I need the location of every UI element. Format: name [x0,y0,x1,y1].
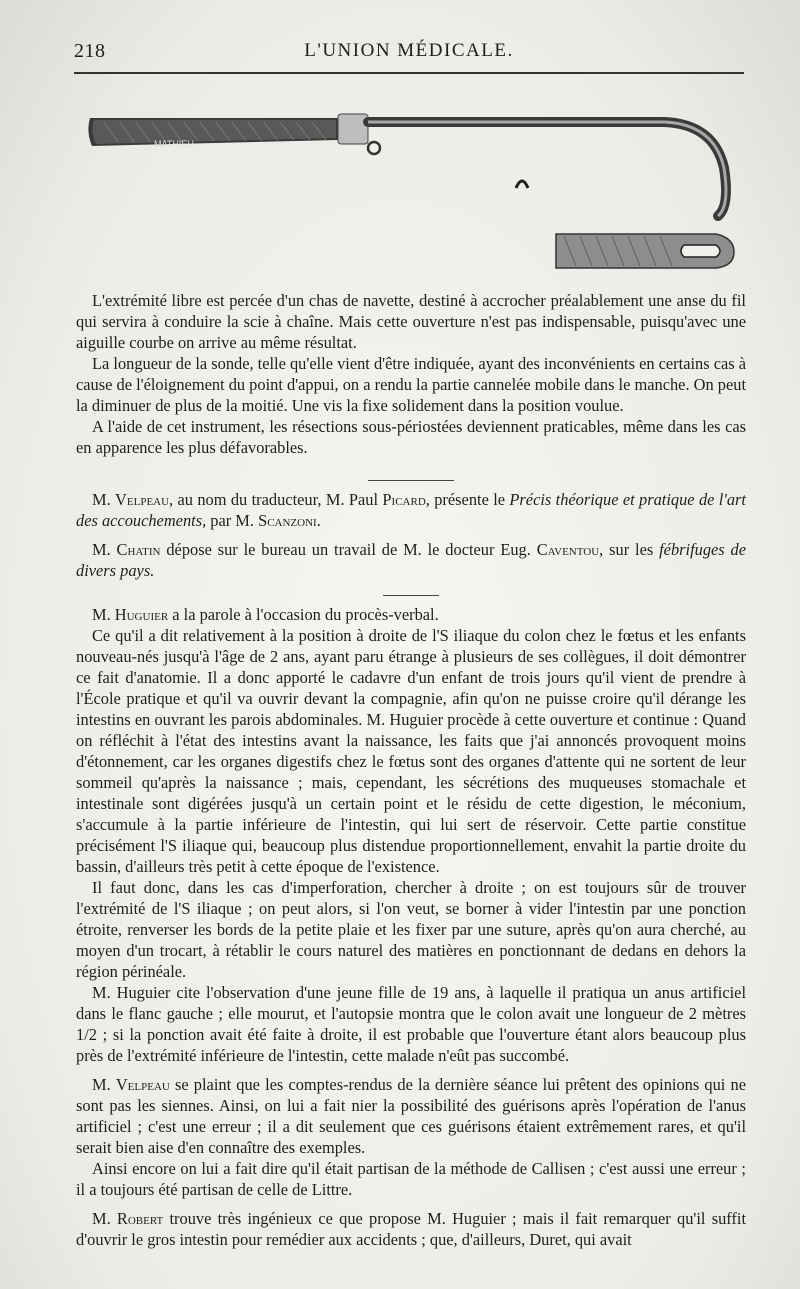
person-name: Caventou [536,540,600,559]
section-divider [383,595,439,596]
paragraph: L'extrémité libre est percée d'un chas de navette, destiné à accrocher préalablement une anse du fil qui servira à conduire la scie à chaîne. Mais cette ouverture n'est pas indispensable, puisqu'avec une aiguille courbe on arrive au même résultat. [76,291,746,352]
person-name: Scanzoni [258,511,317,530]
journal-title: L'UNION MÉDICALE. [304,40,514,61]
surgical-instrument-illustration [84,88,744,288]
speaker-name: Velpeau [115,490,170,509]
speaker-name: Robert [116,1209,164,1228]
paragraph: Ce qu'il a dit relativement à la position à droite de l'S iliaque du colon chez le fœtus et les enfants nouveau-nés jusqu'à l'âge de 2 ans, ayant paru étrange à plusieurs de ses collègues, il doit démontrer ce fait d'anatomie. Il a donc apporté le cadavre d'un enfant de trois jours qu'il vient de prendre à l'École pratique et qu'il va ouvrir devant la compagnie, afin qu'on ne puisse croire qu'il dérange les intestins en ouvrant les parois abdominales. M. Huguier procède à cette ouverture et continue : Quand on réfléchit à l'état des intestins avant la naissance, les faits que j'ai annoncés provoquent moins d'étonnement, car les organes digestifs chez le fœtus sont des organes d'attente qui ne sortent de leur sommeil qu'après la naissance ; mais, cependant, les sécrétions des muqueuses stomachale et intestinale sont digérées jusqu'à un certain point et le résidu de cette digestion, le méconium, s'accumule à la partie inférieure de l'intestin, qui lui sert de réservoir. Cette partie constitue précisément l'S iliaque qui, beaucoup plus distendue proportionnellement, envahit la partie droite du bassin, d'ailleurs très petit à cette époque de l'existence. [76,626,746,876]
page-number: 218 [74,40,106,62]
page-header [74,26,744,70]
paragraph: M. Chatin dépose sur le bureau un travail de M. le docteur Eug. Caventou, sur les fébrifuges de divers pays. [76,540,746,580]
paragraph: M. Velpeau se plaint que les comptes-rendus de la dernière séance lui prêtent des opinions qui ne sont pas les siennes. Ainsi, on lui a fait nier la possibilité des guérisons après l'opération de l'anus artificiel ; c'est une erreur ; il a dit seulement que ces guérisons étaient extrêmement rares, et qu'il serait bien aise d'en connaître des exemples. [76,1075,746,1157]
paragraph: M. Huguier cite l'observation d'une jeune fille de 19 ans, à laquelle il pratiqua un anus artificiel dans le flanc gauche ; elle mourut, et l'autopsie montra que le colon avait une longueur de 2 mètres 1/2 ; si la ponction avait été faite à droite, il est probable que l'ouverture étant alors beaucoup plus près de l'extrémité inférieure de l'intestin, cette malade n'eût pas succombé. [76,983,746,1065]
book-title: Précis théorique et pratique de l'art des accouchements, [76,490,746,530]
maker-mark: MATHIEU [154,139,194,149]
paragraph: M. Velpeau, au nom du traducteur, M. Paul Picard, présente le Précis théorique et pratique de l'art des accouchements, par M. Scanzoni. [76,490,746,530]
paragraph: M. Robert trouve très ingénieux ce que propose M. Huguier ; mais il fait remarquer qu'il suffit d'ouvrir le gros intestin pour remédier aux accidents ; que, d'ailleurs, Duret, qui avait [76,1209,746,1249]
person-name: Picard [382,490,426,509]
article-body [76,290,746,1250]
section-divider [368,480,454,481]
speaker-name: Chatin [116,540,161,559]
paragraph: M. Huguier a la parole à l'occasion du procès-verbal. [92,605,439,624]
header-rule [74,72,744,74]
paragraph: Il faut donc, dans les cas d'imperforation, chercher à droite ; on est toujours sûr de trouver l'extrémité de l'S iliaque ; on peut alors, si l'on veut, se borner à vider l'intestin par une ponction étroite, renverser les bords de la petite plaie et les fixer par une suture, après qu'on aura cherché, au moyen d'un trocart, à rétablir le cours naturel des matières en ponctionnant de dedans en dehors la région périnéale. [76,878,746,981]
speaker-name: Velpeau [115,1075,170,1094]
speaker-name: Huguier [114,605,169,624]
work-title: fébrifuges de divers pays. [76,540,746,580]
paragraph: A l'aide de cet instrument, les résections sous-périostées deviennent praticables, même dans les cas en apparence les plus défavorables. [76,417,746,457]
paragraph: Ainsi encore on lui a fait dire qu'il était partisan de la méthode de Callisen ; c'est aussi une erreur ; il a toujours été partisan de celle de Littre. [76,1159,746,1199]
paragraph: La longueur de la sonde, telle qu'elle vient d'être indiquée, ayant des inconvénients en certains cas à cause de l'éloignement du point d'appui, on a rendu la partie cannelée mobile dans le manche. On peut la diminuer de plus de la moitié. Une vis la fixe solidement dans la position voulue. [76,354,747,415]
